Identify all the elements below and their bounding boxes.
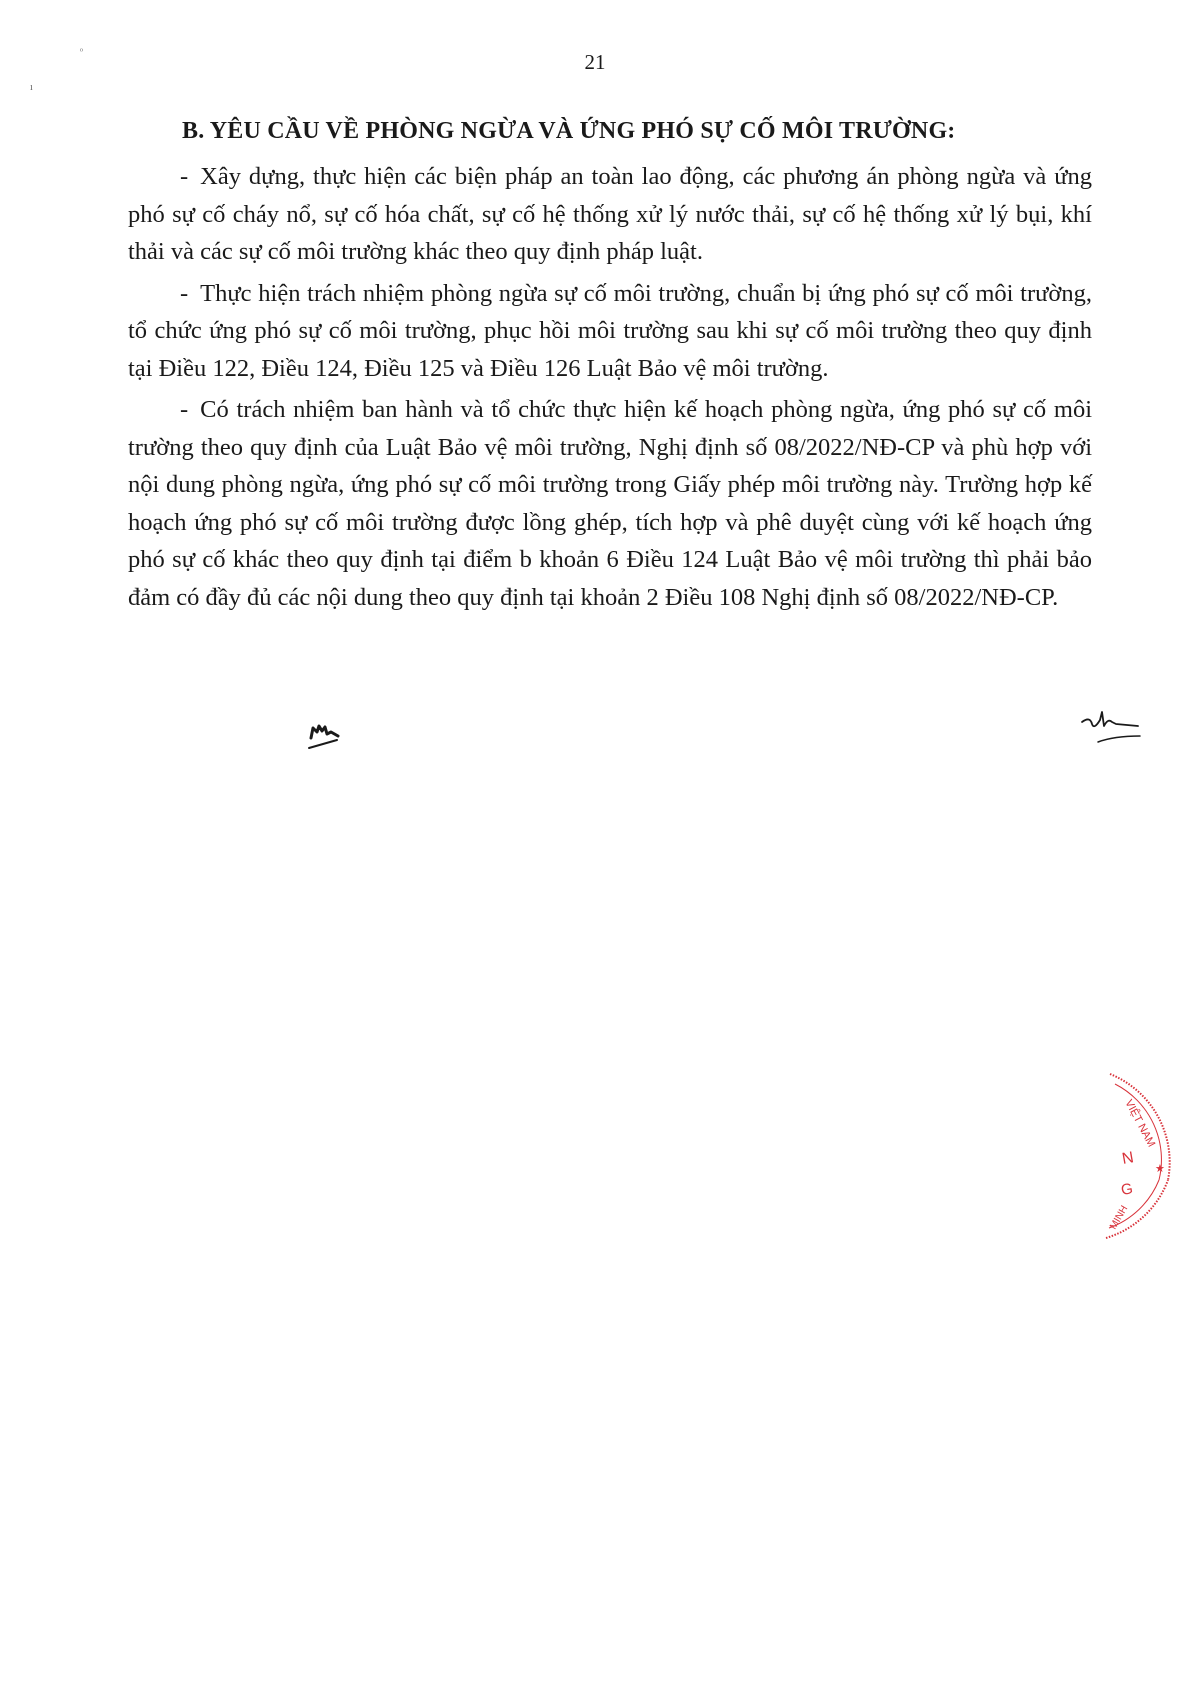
paragraph-bullet: - [180, 279, 189, 307]
paragraph-bullet: - [180, 396, 189, 423]
svg-text:VIỆT NAM: VIỆT NAM [1122, 1097, 1158, 1150]
paragraph [128, 158, 1092, 271]
initials-signature [305, 718, 355, 758]
paragraph [128, 391, 1092, 616]
svg-text:★: ★ [1155, 1163, 1165, 1175]
svg-text:MINH: MINH [1108, 1203, 1131, 1232]
scan-speck: ᵒ [80, 46, 83, 57]
scan-speck: ı [30, 82, 33, 93]
section-heading: B. YÊU CẦU VỀ PHÒNG NGỪA VÀ ỨNG PHÓ SỰ CỐ MÔI TRƯỜNG: [182, 118, 956, 144]
svg-text:N: N [1120, 1149, 1136, 1168]
paragraph-text: Thực hiện trách nhiệm phòng ngừa sự cố môi trường, chuẩn bị ứng phó sự cố môi trường, tổ chức ứng phó sự cố môi trường, phục hồi môi trường sau khi sự cố môi trường theo quy định tại Điều 122, Điều 124, Điều 125 và Điều 126 Luật Bảo vệ môi trường. [128, 279, 1092, 382]
official-stamp [1105, 1062, 1190, 1252]
svg-text:G: G [1119, 1180, 1135, 1199]
paragraph [128, 275, 1092, 388]
initials-signature [1078, 708, 1148, 752]
page-number: 21 [584, 50, 606, 74]
paragraph-text: Xây dựng, thực hiện các biện pháp an toàn lao động, các phương án phòng ngừa và ứng phó sự cố cháy nổ, sự cố hóa chất, sự cố hệ thống xử lý nước thải, sự cố hệ thống xử lý bụi, khí thải và các sự cố môi trường khác theo quy định pháp luật. [128, 163, 1092, 265]
document-body [128, 158, 1092, 620]
paragraph-bullet: - [180, 163, 189, 190]
paragraph-text: Có trách nhiệm ban hành và tổ chức thực hiện kế hoạch phòng ngừa, ứng phó sự cố môi trường theo quy định của Luật Bảo vệ môi trường, Nghị định số 08/2022/NĐ-CP và phù hợp với nội dung phòng ngừa, ứng phó sự cố môi trường trong Giấy phép môi trường này. Trường hợp kế hoạch ứng phó sự cố môi trường được lồng ghép, tích hợp và phê duyệt cùng với kế hoạch ứng phó sự cố khác theo quy định tại điểm b khoản 6 Điều 124 Luật Bảo vệ môi trường thì phải bảo đảm có đầy đủ các nội dung theo quy định tại khoản 2 Điều 108 Nghị định số 08/2022/NĐ-CP. [128, 396, 1092, 611]
